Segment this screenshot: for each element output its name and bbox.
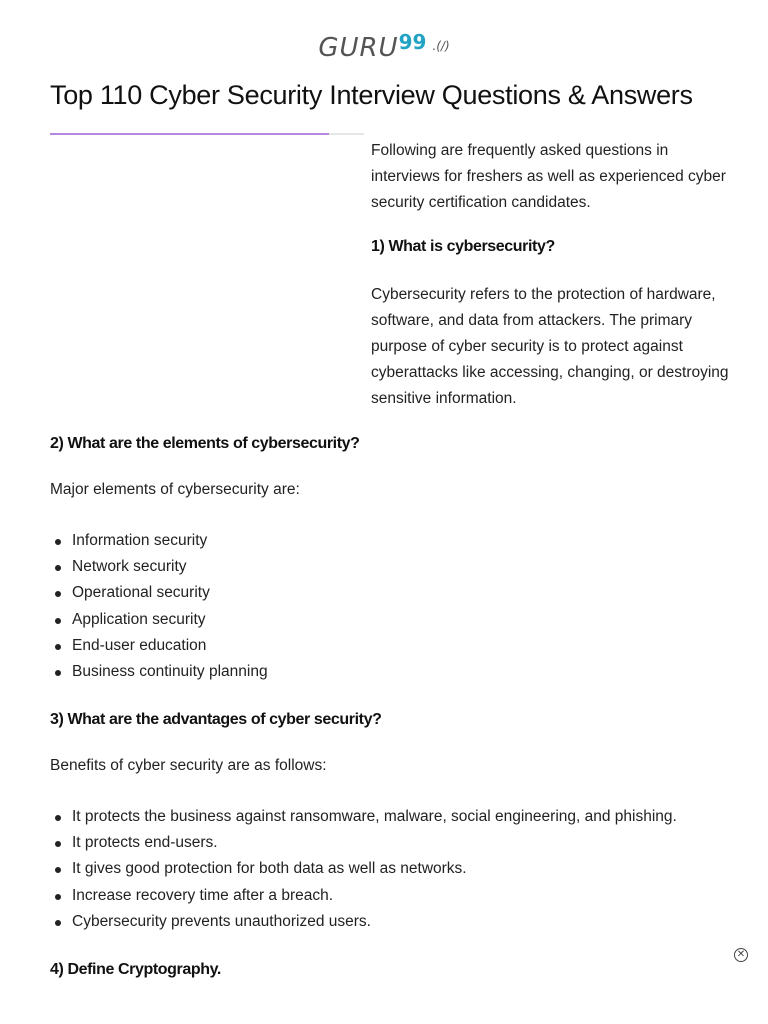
logo-wordmark: GURU	[318, 33, 399, 63]
close-icon[interactable]: ✕	[734, 948, 748, 962]
list-item: It protects end-users.	[50, 830, 677, 856]
reading-progress-bar	[50, 133, 364, 135]
list-item: It gives good protection for both data as well as networks.	[50, 856, 677, 882]
question-heading-4: 4) Define Cryptography.	[50, 961, 221, 978]
question-heading-2: 2) What are the elements of cybersecurity?	[50, 435, 360, 452]
list-item: Application security	[50, 607, 268, 633]
logo-suffix: .(/)	[432, 39, 450, 53]
site-logo[interactable]	[0, 30, 768, 64]
question-heading-3: 3) What are the advantages of cyber security?	[50, 711, 382, 728]
answer-paragraph-2: Major elements of cybersecurity are:	[50, 481, 300, 498]
intro-paragraph: Following are frequently asked questions in interviews for freshers as well as experienced cyber security certification candidates.	[371, 142, 726, 211]
list-item: Network security	[50, 554, 268, 580]
list-item: Information security	[50, 528, 268, 554]
ad-slot	[50, 140, 350, 410]
list-item: It protects the business against ransomware, malware, social engineering, and phishing.	[50, 804, 677, 830]
list-item: Operational security	[50, 580, 268, 606]
reading-progress-fill	[50, 133, 329, 135]
elements-list	[50, 528, 268, 685]
benefits-list	[50, 804, 677, 935]
answer-paragraph-3: Benefits of cyber security are as follows:	[50, 757, 327, 774]
question-heading-1: 1) What is cybersecurity?	[371, 238, 555, 255]
list-item: Cybersecurity prevents unauthorized users.	[50, 909, 677, 935]
logo-number: 99	[398, 30, 427, 54]
page-title: Top 110 Cyber Security Interview Questions & Answers	[50, 80, 693, 110]
list-item: End-user education	[50, 633, 268, 659]
list-item: Business continuity planning	[50, 659, 268, 685]
list-item: Increase recovery time after a breach.	[50, 883, 677, 909]
answer-paragraph-1: Cybersecurity refers to the protection of hardware, software, and data from attackers. The primary purpose of cyber security is to protect against cyberattacks like accessing, changing, or destroying sensitive information.	[371, 286, 729, 407]
